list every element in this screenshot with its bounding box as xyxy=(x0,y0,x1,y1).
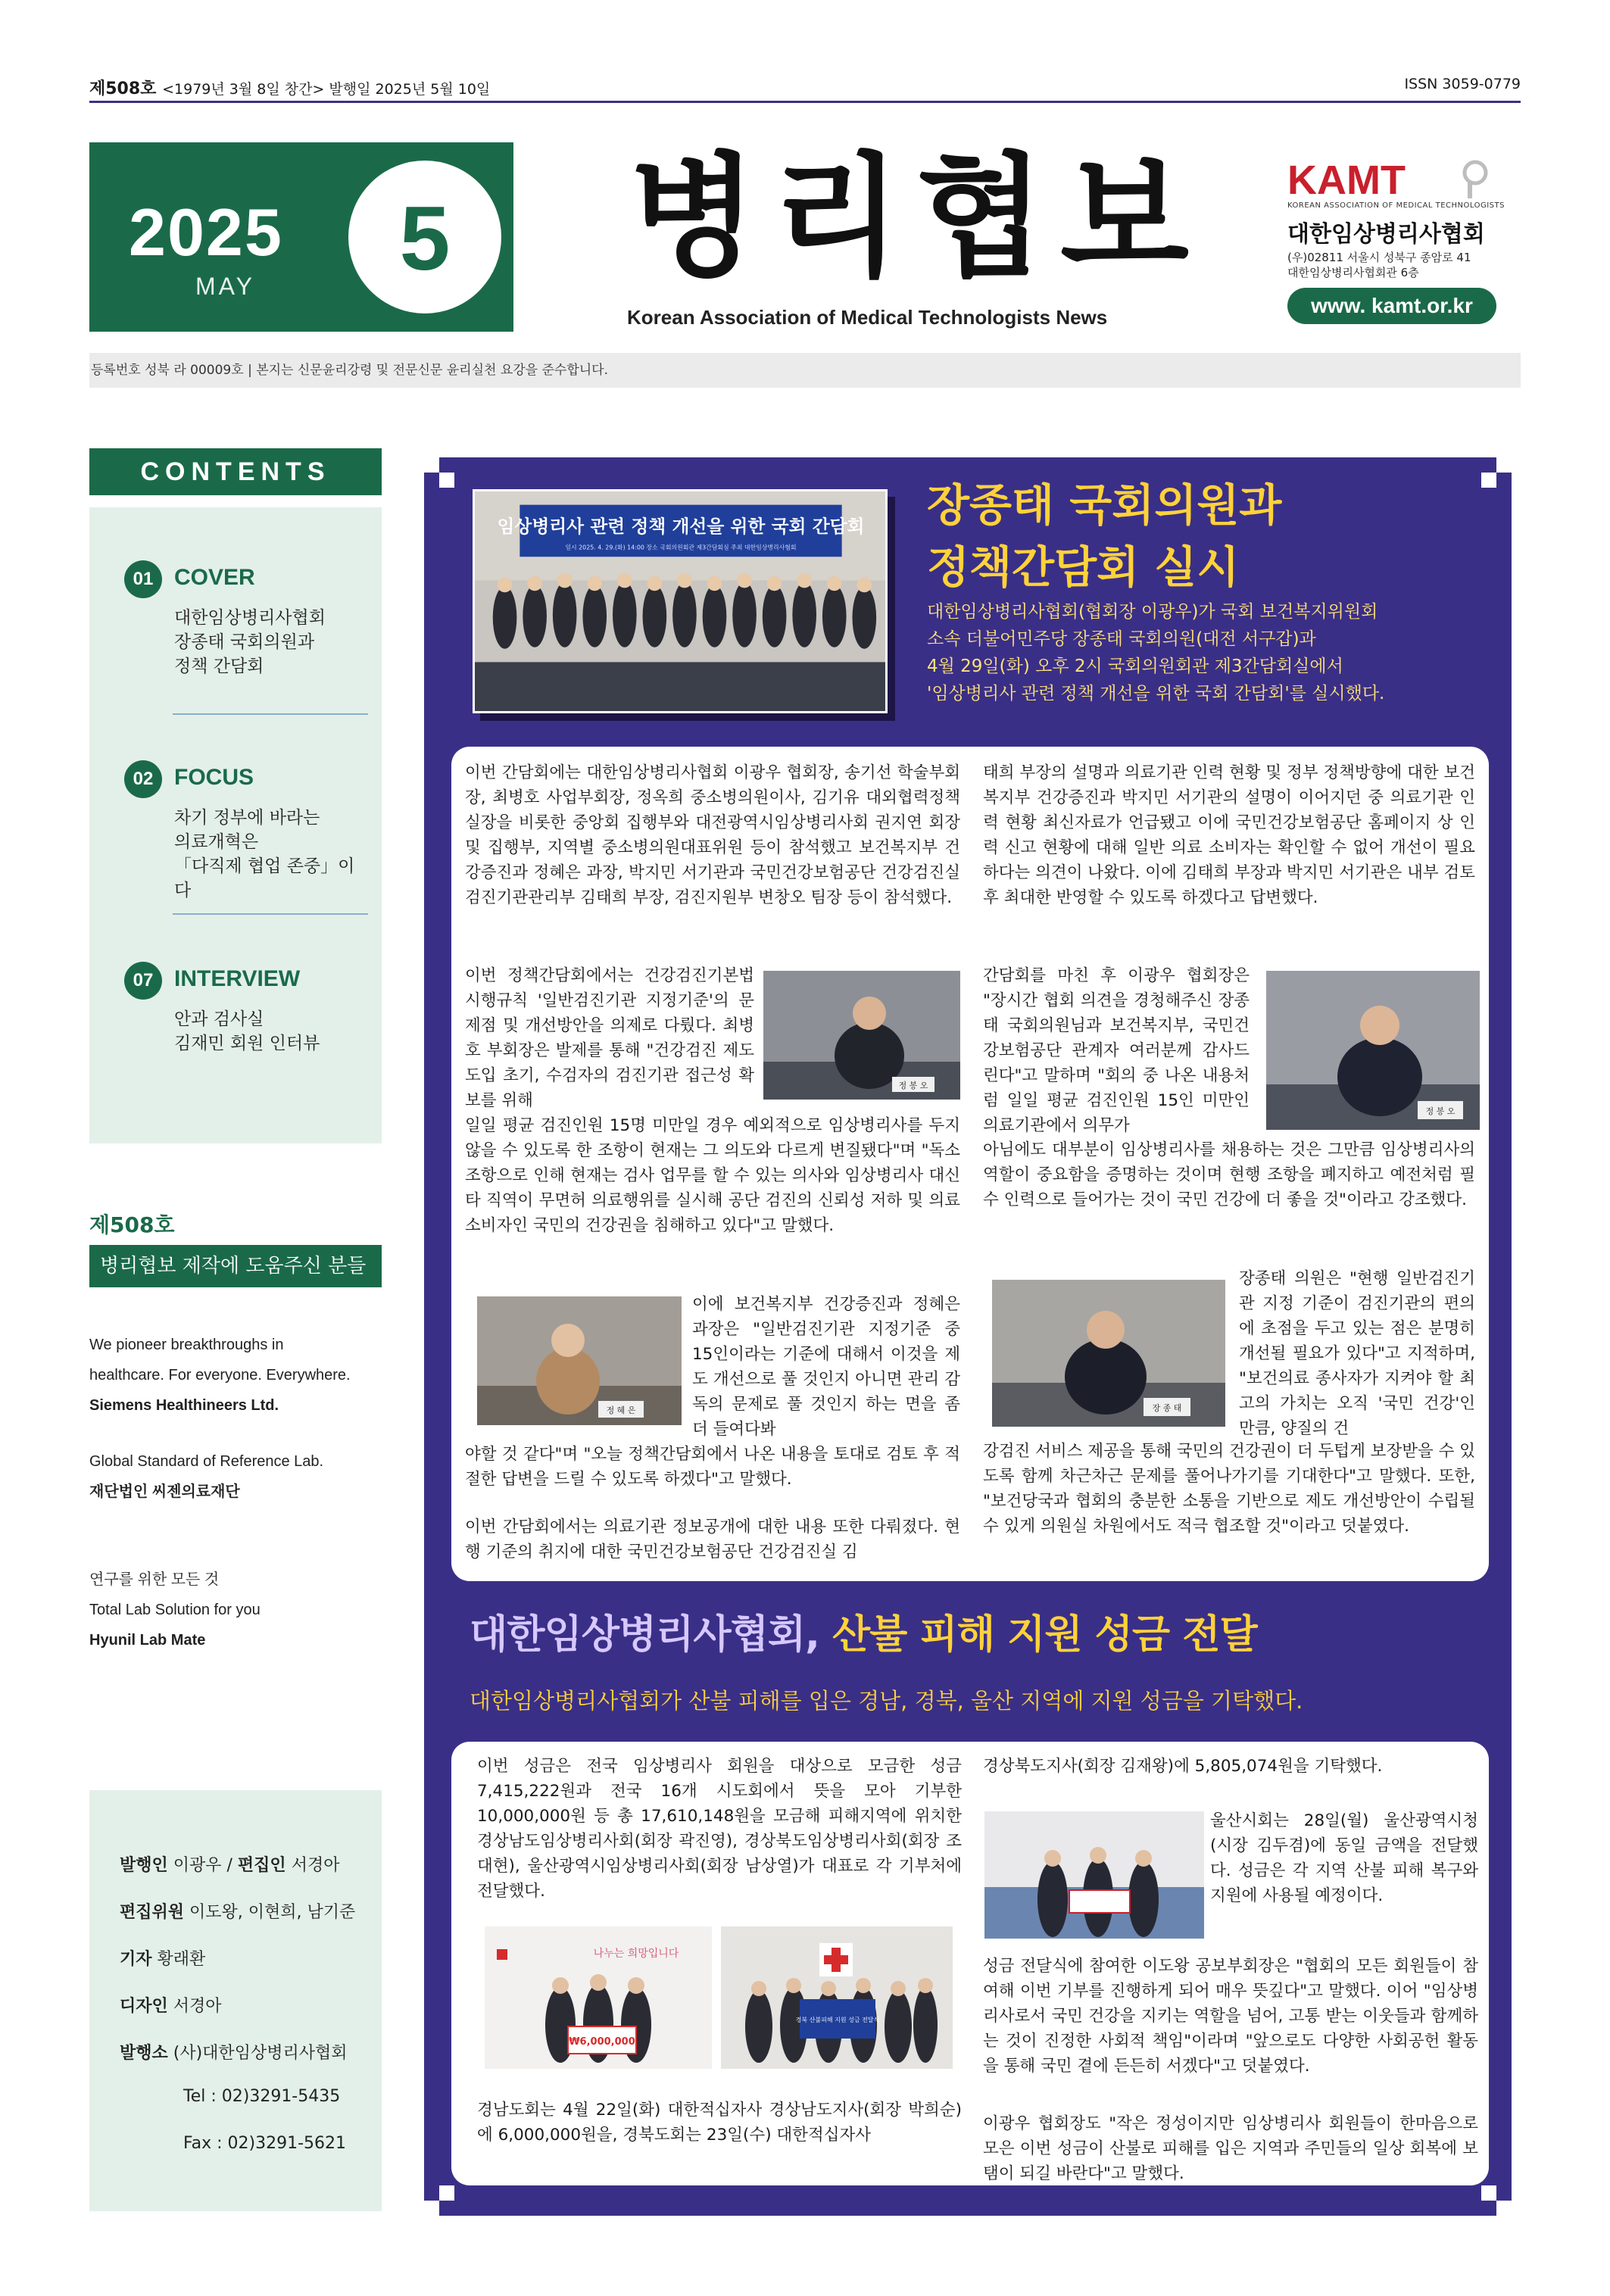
article1-para7b: 강검진 서비스 제공을 통해 국민의 건강권이 더 두텁게 보장받을 수 있도록 함께 차근차근 문제를 풀어나가기를 기대한다"고 말했다. 또한, "보건당국과 협회의 충분한 소통을 기반으로 제도 개선방안이 수립될 수 있게 의원실 차원에서도 적극 협조할 것"이라고 덧붙였다. xyxy=(983,1442,1475,1536)
toc-num: 01 xyxy=(124,560,162,598)
issue-number xyxy=(89,76,490,99)
photo-jung-image xyxy=(477,1296,682,1425)
toc-desc xyxy=(174,806,367,903)
article1-lede xyxy=(927,598,1502,707)
issue-month-en: MAY xyxy=(195,273,255,300)
sponsor-name: Hyunil Lab Mate xyxy=(89,1632,206,1649)
association-address xyxy=(1287,250,1471,280)
issue-month-circle xyxy=(339,151,510,323)
pub-label: 발행인 xyxy=(120,1856,168,1875)
pub-value: 황래환 xyxy=(157,1950,206,1969)
lede-line: 소속 더불어민주당 장종태 국회의원(대전 서구갑)과 xyxy=(927,629,1316,649)
article1-para2a: 이번 정책간담회에서는 건강검진기본법 시행규칙 '일반검진기관 지정기준'의 문제점 및 개선방안을 의제로 다뤘다. 최병호 부회장은 발제를 통해 "건강검진 제도 도입 초기, 수검자의 검진기관 접근성 확보를 위해 xyxy=(465,966,754,1110)
sponsor-line: We pioneer breakthroughs in xyxy=(89,1337,284,1353)
article1-para7a: 장종태 의원은 "현행 일반검진기관 지정 기준이 검진기관의 편의에 초점을 두고 있는 점은 분명히 개선될 필요가 있다"고 지적하며, "보건의료 종사자가 지켜야 할 최고의 가치는 오직 '국민 건강'인 만큼, 양질의 건 xyxy=(1239,1269,1475,1438)
pub-value: 서경아 xyxy=(173,1997,222,2016)
sponsor-line: 연구를 위한 모든 것 xyxy=(89,1571,220,1588)
photo-jang-image xyxy=(992,1280,1225,1427)
editors-line xyxy=(120,1899,355,1923)
article2-lede: 대한임상병리사협회가 산불 피해를 입은 경남, 경북, 울산 지역에 지원 성금을 기탁했다. xyxy=(470,1688,1303,1714)
lede-line: 4월 29일(화) 오후 2시 국회의원회관 제3간담회실에서 xyxy=(927,657,1343,676)
photo-gyeongnam xyxy=(485,1926,712,2069)
association-logo-block xyxy=(1287,136,1530,333)
article2-para1: 이번 성금은 전국 임상병리사 회원을 대상으로 모금한 성금 7,415,222원과 전국 16개 시도회에서 뜻을 모아 기부한 10,000,000원 등 총 17,610,148원을 모금해 피해지역에 위치한 경상남도임상병리사회(회장 곽진영), 경상북도임상병리사회(회장 조대현), 울산광역시임상병리사회(회장 남상열)가 대표로 각 기부처에 전달했다. xyxy=(477,1757,962,1901)
designer-line xyxy=(120,1993,222,2017)
registration-bar: 등록번호 성북 라 00009호 | 본지는 신문윤리강령 및 전문신문 윤리실천 요강을 준수합니다. xyxy=(89,353,1521,388)
photo-ulsan-image xyxy=(984,1811,1204,1939)
headline-line: 장종태 국회의원과 xyxy=(927,479,1282,531)
sponsor-hyunil xyxy=(89,1564,382,1655)
pub-label: 편집위원 xyxy=(120,1903,185,1922)
article1-para6b: 아님에도 대부분이 임상병리사를 채용하는 것은 그만큼 임상병리사의 역할이 중요함을 증명하는 것이며 현행 조항을 폐지하고 예전처럼 필수 인력으로 들어가는 것이 국민 건강에 더 좋을 것"이라고 강조했다. xyxy=(983,1140,1475,1209)
pub-label: 디자인 xyxy=(120,1997,168,2016)
toc-name: COVER xyxy=(174,565,255,590)
svg-text:일시 2025. 4. 29.(화) 14:00 장소: 일시 2025. 4. 29.(화) 14:00 장소 국회의원회관 제3간담회실 주최 대한임상병리사협회 xyxy=(565,544,797,551)
toc-name: INTERVIEW xyxy=(174,966,301,991)
article2-headline xyxy=(470,1602,1257,1659)
toc-desc-line: 안과 검사실 xyxy=(174,1009,264,1029)
pub-value: 이광우 / xyxy=(173,1856,238,1875)
photo-ulsan xyxy=(984,1811,1204,1939)
article2-para4a: 울산시회는 28일(월) 울산광역시청(시장 김두겸)에 동일 금액을 전달했다. 성금은 각 지역 산불 피해 복구와 지원에 사용될 예정이다. xyxy=(1210,1811,1478,1905)
toc-desc-line: 의료개혁은 xyxy=(174,832,259,852)
pub-label: 발행소 xyxy=(120,2044,168,2063)
issn: ISSN 3059-0779 xyxy=(1404,76,1521,92)
article1-para3a: 이에 보건복지부 건강증진과 정혜은 과장은 "일반검진기관 지정기준 중 15인이라는 기준에 대해서 이것을 제도 개선으로 풀 것인지 아니면 관리 감독의 문제로 풀 것인지 하는 면을 좀 더 들여다봐 xyxy=(692,1295,960,1439)
headline-part: 산불 피해 지원 성금 전달 xyxy=(832,1612,1257,1658)
fax-line: Fax : 02)3291-5621 xyxy=(183,2134,347,2153)
pub-value: (사)대한임상병리사협회 xyxy=(173,2044,348,2063)
article2-para3: 경상북도지사(회장 김재왕)에 5,805,074원을 기탁했다. xyxy=(983,1757,1383,1776)
article2-para4b: 성금 전달식에 참여한 이도왕 공보부회장은 "협회의 모든 회원들이 참여해 이번 기부를 진행하게 되어 매우 뜻깊다"고 말했다. 이어 "임상병리사로서 국민 건강을 지키는 역할을 넘어, 고통 받는 이웃들과 함께하는 것이 진정한 사회적 책임"이라며 "앞으로도 다양한 사회공헌 활동을 통해 국민 곁에 든든히 서겠다"고 덧붙였다. xyxy=(983,1957,1478,2076)
article1-para3b: 야할 것 같다"며 "오늘 정책간담회에서 나온 내용을 토대로 검토 후 적절한 답변을 드릴 수 있도록 하겠다"고 말했다. xyxy=(465,1445,960,1489)
toc-num: 02 xyxy=(124,760,162,798)
contents-header: CONTENTS xyxy=(89,448,382,495)
hero-photo-image xyxy=(475,491,885,711)
pub-label: 기자 xyxy=(120,1950,152,1969)
issue-year: 2025 xyxy=(129,195,283,270)
newspaper-subtitle: Korean Association of Medical Technologists News xyxy=(627,306,1108,329)
office-line xyxy=(120,2040,347,2064)
toc-desc-line: 대한임상병리사협회 xyxy=(174,608,326,628)
address-line-1: (우)02811 서울시 성북구 종암로 41 xyxy=(1287,251,1471,264)
photo-lee xyxy=(1266,971,1480,1130)
thanks-issue-number: 제508호 xyxy=(89,1212,175,1237)
article2-para5: 이광우 협회장도 "작은 정성이지만 임상병리사 회원들이 한마음으로 모은 이번 성금이 산불로 피해를 입은 지역과 주민들의 일상 회복에 보탬이 되길 바란다"고 말했다. xyxy=(983,2114,1478,2183)
issue-date-box xyxy=(89,142,513,332)
headline-part: 대한임상병리사협회, xyxy=(470,1612,832,1658)
toc-desc xyxy=(174,606,326,679)
pub-value: 서경아 xyxy=(291,1856,340,1875)
article1-para5: 태희 부장의 설명과 의료기관 인력 현황 및 정부 정책방향에 대한 보건복지부 건강증진과 박지민 서기관의 설명이 이어지던 중 의료기관 인력 현황 최신자료가 언급됐고 이에 국민건강보험공단 홈페이지 상 인력 신고 현황에 대해 일반 의료 소비자는 확인할 수 없어 개선이 필요하다는 의견이 나왔다. 이에 김태희 부장과 박지민 서기관은 내부 검토 후 최대한 반영할 수 있도록 하겠다고 답변했다. xyxy=(983,763,1475,907)
headline-line: 정책간담회 실시 xyxy=(927,541,1240,593)
photo-jang xyxy=(992,1280,1225,1427)
top-info-line xyxy=(89,73,1521,103)
photo-jung xyxy=(477,1296,682,1425)
svg-text:KAMT: KAMT xyxy=(1287,159,1406,198)
photo-gyeongbuk xyxy=(721,1926,953,2069)
publisher-line xyxy=(120,1852,339,1876)
toc-desc-line: 김재민 회원 인터뷰 xyxy=(174,1034,320,1053)
kamt-logo-icon xyxy=(1287,159,1499,198)
reporter-line xyxy=(120,1946,205,1970)
panel-notch xyxy=(439,473,454,488)
toc-desc-line: 차기 정부에 바라는 xyxy=(174,808,320,828)
photo-gyeongbuk-image xyxy=(721,1926,953,2069)
toc-desc xyxy=(174,1007,320,1056)
sponsor-name: 재단법인 씨젠의료재단 xyxy=(89,1483,240,1500)
website-link[interactable]: www. kamt.or.kr xyxy=(1287,288,1496,324)
panel-notch xyxy=(424,457,439,473)
article1-para4: 이번 간담회에서는 의료기관 정보공개에 대한 내용 또한 다뤄졌다. 현행 기준의 취지에 대한 국민건강보험공단 건강검진실 김 xyxy=(465,1518,960,1561)
panel-notch xyxy=(1481,473,1496,488)
photo-choi xyxy=(763,971,960,1100)
article1-para1: 이번 간담회에는 대한임상병리사협회 이광우 협회장, 송기선 학술부회장, 최병호 사업부회장, 정옥희 중소병의원이사, 김기유 대외협력정책실장을 비롯한 중앙회 집행부와 대전광역시임상병리사회 권지연 회장 및 집행부, 지역별 중소병의원대표위원 등이 참석했고 보건복지부 건강증진과 정혜은 과장, 박지민 서기관과 국민건강보험공단 건강검진실 검진기관관리부 김태희 부장, 검진지원부 변창오 팀장 등이 참석했다. xyxy=(465,763,960,907)
svg-text:정 봉 오: 정 봉 오 xyxy=(1425,1106,1456,1116)
lede-line: 대한임상병리사협회(협회장 이광우)가 국회 보건복지위원회 xyxy=(927,602,1378,622)
logo-english: KOREAN ASSOCIATION OF MEDICAL TECHNOLOGISTS xyxy=(1287,201,1505,210)
sponsor-line: healthcare. For everyone. Everywhere. xyxy=(89,1367,351,1384)
svg-text:경북 산불피해 지원 성금 전달식: 경북 산불피해 지원 성금 전달식 xyxy=(795,2017,880,2023)
article1-headline xyxy=(927,474,1281,598)
contents-list xyxy=(89,507,382,1143)
logo-korean: 대한임상병리사협회 xyxy=(1287,221,1485,248)
publisher-info xyxy=(89,1790,382,2211)
sponsor-siemens xyxy=(89,1330,382,1421)
toc-divider xyxy=(173,913,368,915)
issue-date: <1979년 3월 8일 창간> 발행일 2025년 5월 10일 xyxy=(162,81,491,98)
hero-photo xyxy=(473,489,888,713)
toc-desc-line: 장종태 국회의원과 xyxy=(174,632,315,652)
svg-text:정 봉 오: 정 봉 오 xyxy=(898,1081,928,1090)
sponsor-line: Total Lab Solution for you xyxy=(89,1602,261,1618)
article1-para6a: 간담회를 마친 후 이광우 협회장은 "장시간 협회 의견을 경청해주신 장종태 국회의원님과 보건복지부, 국민건강보험공단 관계자 여러분께 감사드린다"고 말하며 "회의 중 나온 내용처럼 일일 평균 검진인원 15인 미만인 의료기관에서 의무가 xyxy=(983,966,1250,1135)
toc-divider xyxy=(173,713,368,715)
article1-para2b: 일일 평균 검진인원 15명 미만일 경우 예외적으로 임상병리사를 두지 않을 수 있도록 한 조항이 현재는 그 의도와 다르게 변질됐다"며 "독소조항으로 인해 현재는 검사 업무를 할 수 있는 의사와 임상병리사 대신 타 직역이 무면허 의료행위를 실시해 공단 검진의 신뢰성 저하 및 의료 소비자인 국민의 건강권을 침해하고 있다"고 말했다. xyxy=(465,1116,960,1235)
svg-text:임상병리사 관련 정책 개선을 위한 국회 간담회: 임상병리사 관련 정책 개선을 위한 국회 간담회 xyxy=(497,515,865,537)
photo-choi-image xyxy=(763,971,960,1100)
thanks-header: 병리협보 제작에 도움주신 분들 xyxy=(89,1245,382,1287)
lede-line: '임상병리사 관련 정책 개선을 위한 국회 간담회'를 실시했다. xyxy=(927,684,1385,703)
toc-num: 07 xyxy=(124,962,162,1000)
pub-value: 이도왕, 이현희, 남기준 xyxy=(189,1903,356,1922)
address-line-2: 대한임상병리사협회관 6층 xyxy=(1287,266,1419,279)
svg-text:₩6,000,000: ₩6,000,000 xyxy=(569,2036,635,2048)
issue-month-num: 5 xyxy=(399,188,451,289)
issue-label: 제508호 xyxy=(89,80,157,98)
svg-text:정 혜 은: 정 혜 은 xyxy=(606,1405,636,1415)
toc-desc-line: 「다직제 협업 존중」이다 xyxy=(174,856,355,900)
panel-notch xyxy=(424,2201,439,2216)
article2-para2: 경남도회는 4월 22일(화) 대한적십자사 경상남도지사(회장 박희순)에 6,000,000원을, 경북도회는 23일(수) 대한적십자사 xyxy=(477,2101,962,2145)
sponsor-line: Global Standard of Reference Lab. xyxy=(89,1453,324,1470)
photo-lee-image xyxy=(1266,971,1480,1130)
sponsor-seegene xyxy=(89,1446,382,1507)
panel-notch xyxy=(1481,2185,1496,2201)
panel-notch xyxy=(1496,2201,1512,2216)
tel-line: Tel : 02)3291-5435 xyxy=(183,2087,341,2106)
toc-desc-line: 정책 간담회 xyxy=(174,657,264,676)
pub-label: 편집인 xyxy=(237,1856,286,1875)
newspaper-title: 병리협보 xyxy=(629,140,1205,295)
panel-notch xyxy=(1496,457,1512,473)
sponsor-name: Siemens Healthineers Ltd. xyxy=(89,1397,279,1414)
toc-name: FOCUS xyxy=(174,765,254,790)
photo-gyeongnam-image xyxy=(485,1926,712,2069)
panel-notch xyxy=(439,2185,454,2201)
svg-text:나누는 희망입니다: 나누는 희망입니다 xyxy=(593,1948,679,1960)
svg-text:장 종 태: 장 종 태 xyxy=(1152,1403,1182,1413)
